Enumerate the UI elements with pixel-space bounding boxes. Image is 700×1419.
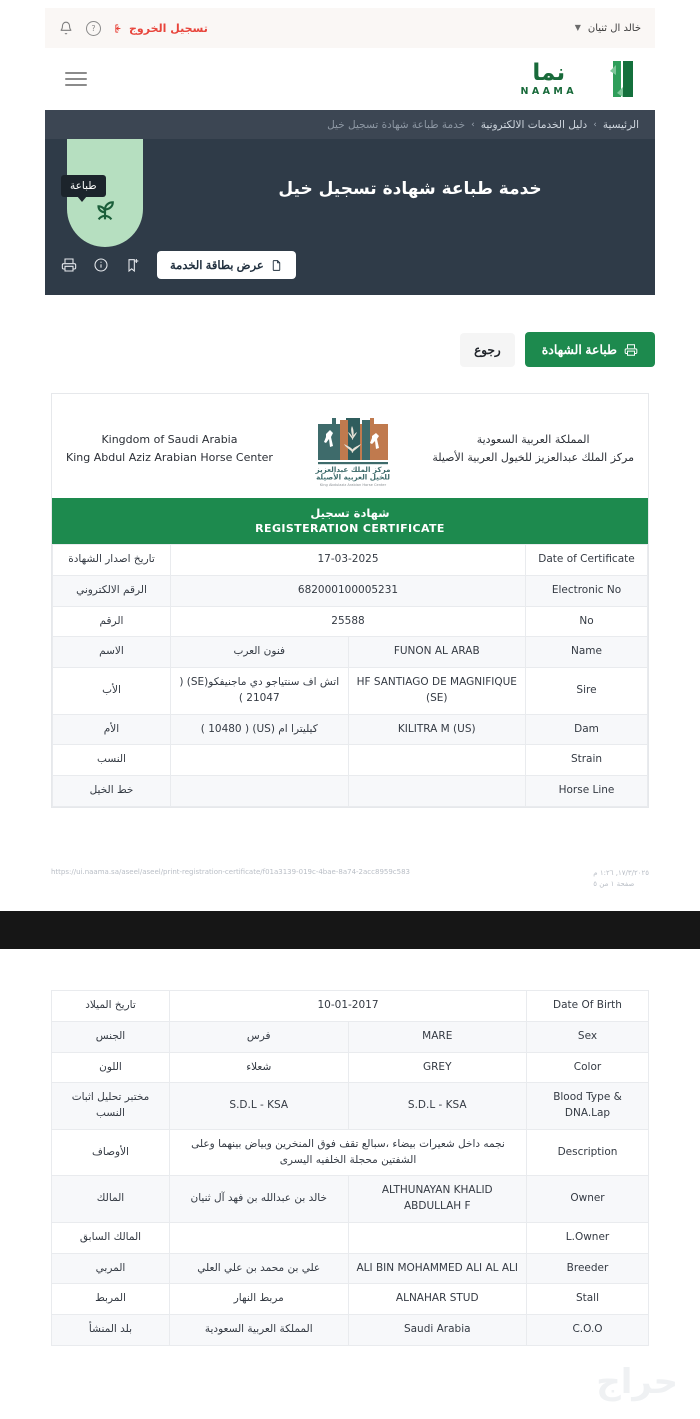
row-label-english: Sire [526,668,648,715]
hamburger-menu-icon[interactable] [65,72,87,86]
left-page-margin [0,0,45,911]
row-value-arabic: شعلاء [170,1052,349,1083]
right-page-margin [655,0,700,911]
king-abdulaziz-arabian-horse-center-logo [310,410,396,488]
service-hero-banner [45,139,655,295]
table-row [52,991,649,1022]
row-value-arabic: خالد بن عبدالله بن فهد آل ثنيان [170,1176,349,1223]
breadcrumb-services[interactable]: دليل الخدمات الالكترونية [480,118,588,131]
table-row [53,776,648,807]
row-value-arabic: فنون العرب [171,637,349,668]
hamburger-bar [65,78,87,80]
bookmark-add-icon[interactable] [125,257,141,273]
row-value-merged: 682000100005231 [171,575,526,606]
naama-wordmark [520,59,577,97]
svg-text:للخيل العربية الأصيلة: للخيل العربية الأصيلة [315,472,390,482]
row-label-english: Description [527,1129,649,1176]
row-label-english: Name [526,637,648,668]
row-label-english: Dam [526,714,648,745]
row-label-english: L.Owner [527,1222,649,1253]
row-label-arabic: المربط [52,1284,170,1315]
site-header [45,48,655,110]
row-label-arabic: تاريخ اصدار الشهادة [53,545,171,576]
table-row [52,1284,649,1315]
certificate-actions [45,332,655,367]
printer-icon[interactable] [61,257,77,273]
view-service-card-button[interactable] [157,251,296,279]
row-label-english: No [526,606,648,637]
org-ar-line2: مركز الملك عبدالعزيز للخيول العربية الأصيلة [432,451,634,464]
certificate-card-page2 [51,990,649,1346]
breadcrumb [45,110,655,139]
naama-logo[interactable] [521,59,635,99]
row-value-english: ALNAHAR STUD [348,1284,527,1315]
row-value-english: HF SANTIAGO DE MAGNIFIQUE (SE) [348,668,526,715]
org-en-line1: Kingdom of Saudi Arabia [101,432,238,446]
table-row [53,714,648,745]
hamburger-bar [65,72,87,74]
row-label-english: Date Of Birth [527,991,649,1022]
view-service-card-label: عرض بطاقة الخدمة [170,260,264,272]
row-value-merged: 10-01-2017 [170,991,527,1022]
user-menu[interactable] [575,23,641,34]
table-row [53,606,648,637]
row-value-english: MARE [348,1021,527,1052]
row-label-english: Owner [527,1176,649,1223]
certificate-header [52,394,648,498]
table-row [52,1253,649,1284]
breadcrumb-current: خدمة طباعة شهادة تسجيل خيل [327,118,466,131]
row-value-arabic: مربط النهار [170,1284,349,1315]
hero-action-bar [61,251,304,279]
row-label-arabic: الرقم [53,606,171,637]
screenshot-lower [0,949,700,1370]
table-row [52,1021,649,1052]
certificate-table-page2 [51,990,649,1346]
certificate-print-footer [51,868,649,890]
row-label-arabic: المالك السابق [52,1222,170,1253]
row-label-english: Date of Certificate [526,545,648,576]
breadcrumb-separator-icon: › [471,119,475,130]
footer-page-number: صفحة ١ من ٥ [593,880,635,889]
row-value-arabic: علي بن محمد بن علي العلي [170,1253,349,1284]
svg-text:مركز الملك عبدالعزيز: مركز الملك عبدالعزيز [315,465,391,474]
row-value-arabic: فرس [170,1021,349,1052]
table-row [52,1083,649,1130]
haraj-watermark: حراج [596,1362,678,1402]
logout-button[interactable] [114,22,208,35]
row-label-arabic: النسب [53,745,171,776]
row-label-arabic: المالك [52,1176,170,1223]
table-row [52,1052,649,1083]
row-value-english: KILITRA M (US) [348,714,526,745]
naama-logo-arabic: نما [532,59,566,86]
row-label-arabic: بلد المنشأ [52,1315,170,1346]
topbar-actions [59,21,208,36]
row-value-english: GREY [348,1052,527,1083]
org-ar-line1: المملكة العربية السعودية [476,432,590,446]
breadcrumb-home[interactable]: الرئيسية [602,118,639,131]
row-value-arabic: S.D.L - KSA [170,1083,349,1130]
row-label-english: Stall [527,1284,649,1315]
screenshot-divider [0,911,700,949]
row-value-arabic: اتش اف سنتياجو دي ماجنيفكو(SE) ( 21047 ) [171,668,349,715]
top-utility-bar [45,8,655,48]
row-label-arabic: الأب [53,668,171,715]
row-value-arabic [171,745,349,776]
document-icon [270,259,283,272]
row-label-english: Breeder [527,1253,649,1284]
row-label-english: C.O.O [527,1315,649,1346]
user-name-label: خالد ال ثنيان [587,22,641,34]
logout-label: تسجيل الخروج [129,21,208,35]
row-value-english: ALTHUNAYAN KHALID ABDULLAH F [348,1176,527,1223]
info-icon[interactable] [93,257,109,273]
table-row [52,1222,649,1253]
row-label-arabic: اللون [52,1052,170,1083]
footer-datetime: ١٧/٣/٢٠٢٥, ١:٢٦ م [593,869,649,877]
breadcrumb-list [327,119,639,131]
row-label-arabic: مختبر تحليل اثبات النسب [52,1083,170,1130]
row-label-english: Electronic No [526,575,648,606]
footer-url: https://ui.naama.sa/aseel/aseel/print-registration-certificate/f01a3139-019c-4bae-8a74-2acc8959c583 [51,868,411,876]
table-row [53,545,648,576]
svg-text:King Abdulaziz Arabian Horse C: King Abdulaziz Arabian Horse Center [319,483,386,487]
logout-icon [114,23,125,34]
row-label-arabic: الجنس [52,1021,170,1052]
bottom-bar [0,1370,700,1419]
row-label-english: Strain [526,745,648,776]
org-english [66,431,273,467]
row-value-english [348,1222,527,1253]
back-button[interactable]: رجوع [460,333,515,367]
row-label-arabic: تاريخ الميلاد [52,991,170,1022]
row-value-merged: 17-03-2025 [171,545,526,576]
table-row [53,637,648,668]
row-value-english: ALI BIN MOHAMMED ALI AL ALI [348,1253,527,1284]
row-value-merged: 25588 [171,606,526,637]
chevron-down-icon: ▼ [574,23,581,32]
certificate-card [51,393,649,808]
row-value-english [348,745,526,776]
question-circle-icon[interactable]: ? [86,21,101,36]
hamburger-bar [65,84,87,86]
certificate-title-en: REGISTERATION CERTIFICATE [255,522,445,535]
naama-mark-icon [583,59,635,99]
footer-meta [593,868,649,890]
row-label-english: Horse Line [526,776,648,807]
row-value-english: Saudi Arabia [348,1315,527,1346]
row-label-arabic: الأم [53,714,171,745]
certificate-table-page1 [52,544,648,807]
row-label-arabic: الاسم [53,637,171,668]
table-row [52,1129,649,1176]
table-row [53,575,648,606]
row-label-english: Color [527,1052,649,1083]
row-value-arabic [171,776,349,807]
certificate-title-ar: شهادة تسجيل [310,506,390,520]
print-certificate-label: طباعة الشهادة [541,343,617,357]
naama-logo-latin: NAAMA [520,85,577,97]
page-title: خدمة طباعة شهادة تسجيل خيل [278,179,542,199]
row-value-english: FUNON AL ARAB [348,637,526,668]
table-row [53,745,648,776]
row-value-arabic: المملكة العربية السعودية [170,1315,349,1346]
row-value-arabic: كيليترا ام (US) ( 10480 ) [171,714,349,745]
table-row [53,668,648,715]
row-value-arabic [170,1222,349,1253]
row-label-arabic: الرقم الالكتروني [53,575,171,606]
notification-bell-icon[interactable] [59,21,73,35]
org-arabic [432,431,634,467]
org-en-line2: King Abdul Aziz Arabian Horse Center [66,451,273,464]
print-tooltip: طباعة [61,175,106,197]
table-row [52,1315,649,1346]
printer-icon [624,343,638,357]
row-label-arabic: الأوصاف [52,1129,170,1176]
breadcrumb-separator-icon: › [593,119,597,130]
row-label-english: Sex [527,1021,649,1052]
certificate-title-band [52,498,648,544]
row-value-english [348,776,526,807]
row-label-arabic: خط الخيل [53,776,171,807]
row-value-merged: نجمه داخل شعيرات بيضاء ،سبالع تقف فوق المنخرين وبياض بينهما وعلى الشفتين محجلة الخلفيه اليسرى [170,1129,527,1176]
row-value-english: S.D.L - KSA [348,1083,527,1130]
row-label-arabic: المربي [52,1253,170,1284]
print-certificate-button[interactable] [525,332,655,367]
row-label-english: Blood Type & DNA.Lap [527,1083,649,1130]
table-row [52,1176,649,1223]
